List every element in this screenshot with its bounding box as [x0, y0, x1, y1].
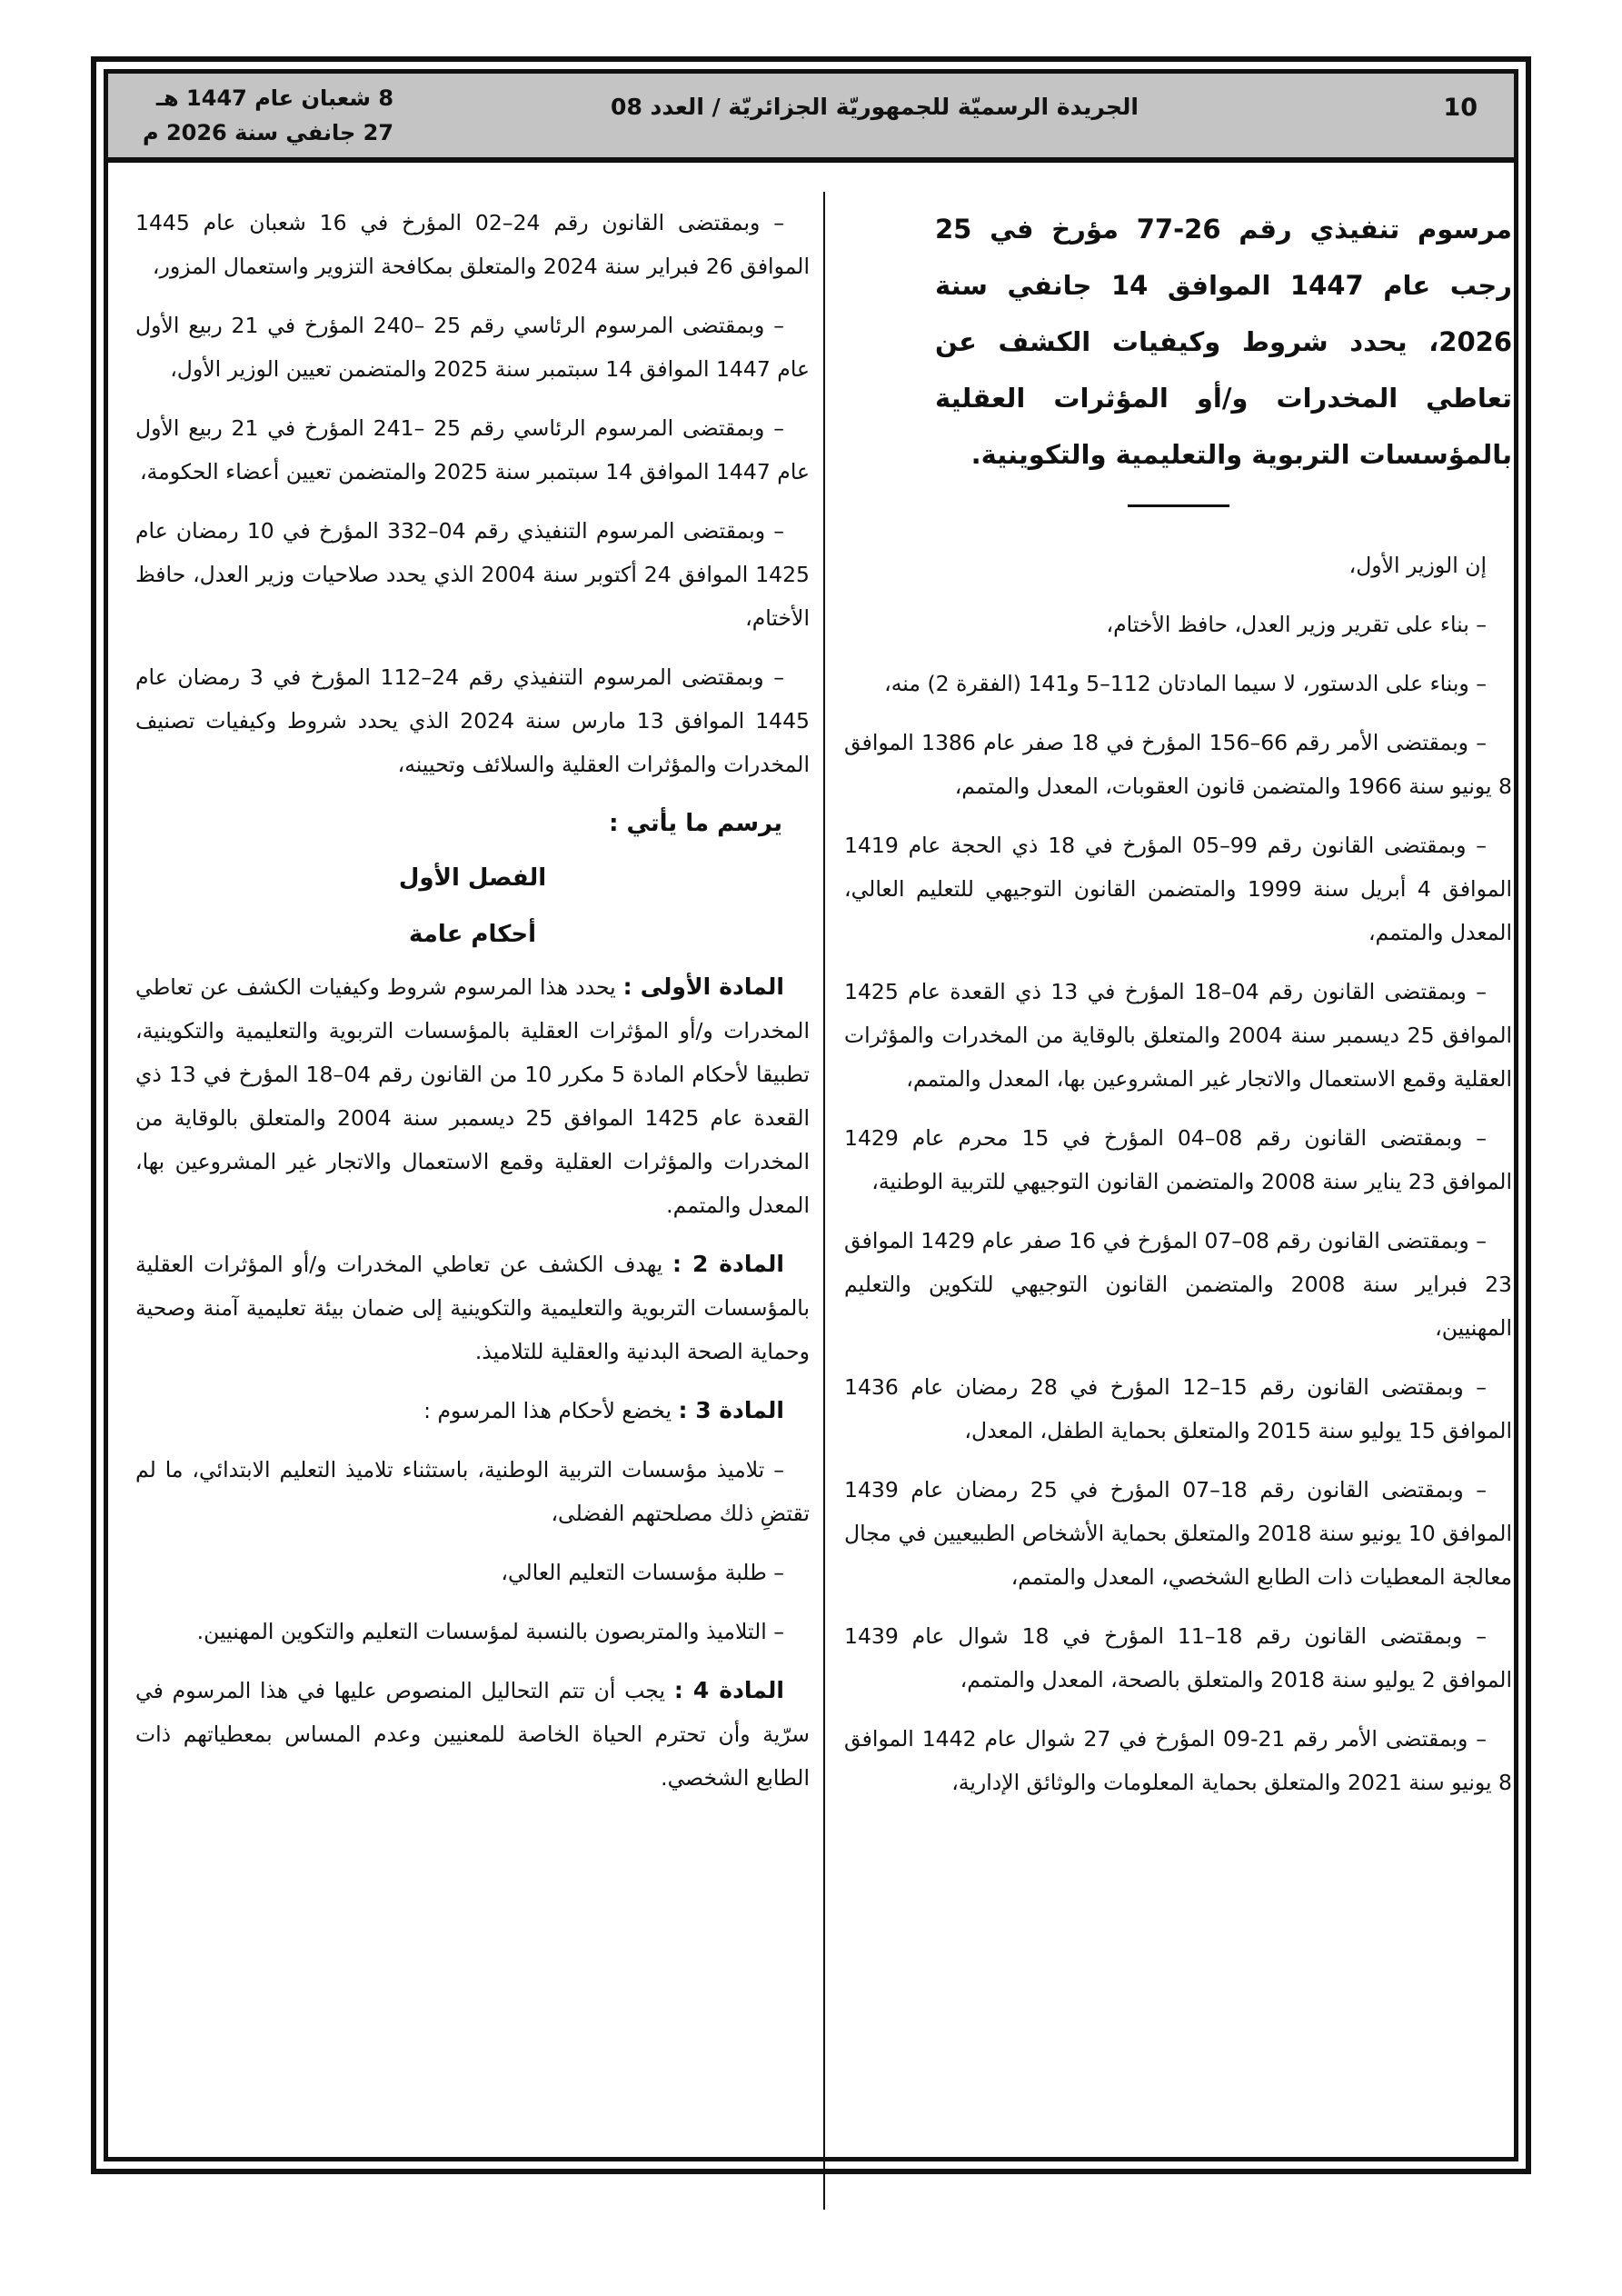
recital-clause: – وبمقتضى المرسوم التنفيذي رقم 04–332 المؤرخ في 10 رمضان عام 1425 الموافق 24 أكتوبر سنة 2004 الذي يحدد صلاحيات وزير العدل، حافظ الأختام، [135, 518, 811, 631]
article-text: يخضع لأحكام هذا المرسوم : [423, 1398, 679, 1423]
article-3 [135, 1389, 810, 1433]
article-text: يحدد هذا المرسوم شروط وكيفيات الكشف عن تعاطي المخدرات و/أو المؤثرات العقلية بالمؤسسات التربوية والتعليمية والتكوينية، تطبيقا لأحكام المادة 5 مكرر 10 من القانون رقم 04–18 المؤرخ في 13 ذي القعدة عام 1425 الموافق 25 ديسمبر سنة 2004 والمتعلق بالوقاية من المخدرات والمؤثرات العقلية وقمع الاستعمال والاتجار غير المشروعين بها، المعدل والمتمم. [135, 974, 811, 1218]
gregorian-date: 27 جانفي سنة 2026 م [143, 120, 394, 145]
recital-clause: – وبمقتضى القانون رقم 24–02 المؤرخ في 16 شعبان عام 1445 الموافق 26 فبراير سنة 2024 والمتعلق بمكافحة التزوير واستعمال المزور، [135, 210, 810, 279]
issue-date [143, 81, 393, 150]
right-column [844, 201, 1512, 1820]
recital-clause: – وبمقتضى الأمر رقم 21-09 المؤرخ في 27 شوال عام 1442 الموافق 8 يونيو سنة 2021 والمتعلق بحماية المعلومات والوثائق الإدارية، [844, 1726, 1512, 1795]
recital-clause: – وبمقتضى المرسوم التنفيذي رقم 24–112 المؤرخ في 3 رمضان عام 1445 الموافق 13 مارس سنة 2024 الذي يحدد شروط وكيفيات تصنيف المخدرات والمؤثرات العقلية والسلائف وتحيينه، [135, 664, 810, 777]
recital-clause: – وبمقتضى القانون رقم 08–07 المؤرخ في 16 صفر عام 1429 الموافق 23 فبراير سنة 2008 والمتضمن القانون التوجيهي للتكوين والتعليم المهنيين، [844, 1228, 1512, 1341]
recital-clause: – وبمقتضى القانون رقم 18–07 المؤرخ في 25 رمضان عام 1439 الموافق 10 يونيو سنة 2018 والمتعلق بحماية الأشخاص الطبيعيين في مجال معالجة المعطيات ذات الطابع الشخصي، المعدل والمتمم، [844, 1477, 1513, 1590]
article-text: يجب أن تتم التحاليل المنصوص عليها في هذا المرسوم في سرّية وأن تحترم الحياة الخاصة للمعنيين وعدم المساس بمعطياتهم ذات الطابع الشخصي. [135, 1678, 810, 1791]
recital-clause: – وبمقتضى القانون رقم 18–11 المؤرخ في 18 شوال عام 1439 الموافق 2 يوليو سنة 2018 والمتعلق بالصحة، المعدل والمتمم، [844, 1623, 1512, 1692]
recital-clause: – وبناء على الدستور، لا سيما المادتان 112–5 و141 (الفقرة 2) منه، [884, 671, 1487, 696]
article-3-item: – طلبة مؤسسات التعليم العالي، [501, 1560, 784, 1585]
opening-line: إن الوزير الأول، [1348, 553, 1487, 578]
page-number: 10 [1443, 94, 1478, 122]
article-label: المادة الأولى : [622, 973, 784, 1000]
article-label: المادة 3 : [678, 1397, 784, 1423]
recital-clause: – وبمقتضى القانون رقم 99–05 المؤرخ في 18 ذي الحجة عام 1419 الموافق 4 أبريل سنة 1999 والمتضمن القانون التوجيهي للتعليم العالي، المعدل والمتمم، [844, 833, 1512, 945]
page-header [108, 74, 1514, 163]
recital-clause: – بناء على تقرير وزير العدل، حافظ الأختام، [1106, 612, 1487, 637]
decree-phrase: يرسم ما يأتي : [609, 810, 782, 837]
chapter-heading: الفصل الأول [398, 864, 547, 892]
recital-clause: – وبمقتضى القانون رقم 15–12 المؤرخ في 28 رمضان عام 1436 الموافق 15 يوليو سنة 2015 والمتعلق بحماية الطفل، المعدل، [844, 1374, 1512, 1443]
page-inner-frame [104, 69, 1518, 2161]
recital-clause: – وبمقتضى المرسوم الرئاسي رقم 25 –240 المؤرخ في 21 ربيع الأول عام 1447 الموافق 14 سبتمبر سنة 2025 والمتضمن تعيين الوزير الأول، [135, 313, 810, 382]
article-1 [135, 965, 810, 1227]
article-label: المادة 4 : [673, 1677, 785, 1703]
article-3-item: – تلاميذ مؤسسات التربية الوطنية، باستثناء تلاميذ التعليم الابتدائي، ما لم تقتضِ ذلك مصلحتهم الفضلى، [135, 1457, 810, 1526]
hijri-date: 8 شعبان عام 1447 هـ [155, 85, 394, 111]
article-text: يهدف الكشف عن تعاطي المخدرات و/أو المؤثرات العقلية بالمؤسسات التربوية والتعليمية والتكوينية إلى ضمان بيئة تعليمية آمنة وصحية وحماية الصحة البدنية والعقلية للتلاميذ. [135, 1252, 810, 1364]
left-column [135, 201, 810, 1815]
column-divider [823, 192, 825, 2210]
article-4 [135, 1669, 810, 1800]
journal-title: الجريدة الرسميّة للجمهوريّة الجزائريّة / العدد 08 [611, 94, 1139, 120]
decree-title: مرسوم تنفيذي رقم 26-77 مؤرخ في 25 رجب عام 1447 الموافق 14 جانفي سنة 2026، يحدد شروط وكيفيات الكشف عن تعاطي المخدرات و/أو المؤثرات العقلية بالمؤسسات التربوية والتعليمية والتكوينية. [935, 214, 1512, 470]
article-2 [135, 1243, 810, 1373]
recital-clause: – وبمقتضى القانون رقم 08–04 المؤرخ في 15 محرم عام 1429 الموافق 23 يناير سنة 2008 والمتضمن القانون التوجيهي للتربية الوطنية، [844, 1125, 1512, 1194]
article-3-item: – التلاميذ والمتربصون بالنسبة لمؤسسات التعليم والتكوين المهنيين. [196, 1619, 784, 1644]
section-heading: أحكام عامة [408, 921, 537, 948]
recital-clause: – وبمقتضى القانون رقم 04–18 المؤرخ في 13 ذي القعدة عام 1425 الموافق 25 ديسمبر سنة 2004 والمتعلق بالوقاية من المخدرات والمؤثرات العقلية وقمع الاستعمال والاتجار غير المشروعين بها، المعدل والمتمم، [844, 979, 1513, 1092]
page-frame [91, 56, 1531, 2174]
recital-clause: – وبمقتضى الأمر رقم 66–156 المؤرخ في 18 صفر عام 1386 الموافق 8 يونيو سنة 1966 والمتضمن قانون العقوبات، المعدل والمتمم، [844, 730, 1512, 799]
article-label: المادة 2 : [672, 1251, 784, 1277]
recital-clause: – وبمقتضى المرسوم الرئاسي رقم 25 –241 المؤرخ في 21 ربيع الأول عام 1447 الموافق 14 سبتمبر سنة 2025 والمتضمن تعيين أعضاء الحكومة، [135, 415, 810, 484]
title-separator [1128, 504, 1229, 507]
